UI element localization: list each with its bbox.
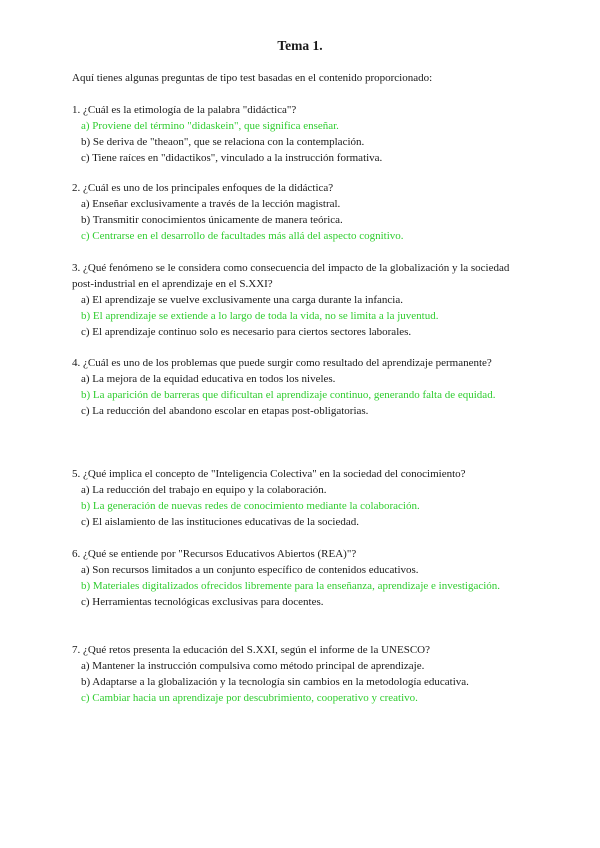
question-text: 3. ¿Qué fenómeno se le considera como consecuencia del impacto de la globalización y la sociedad post-industrial en el aprendizaje en el S.XXI? xyxy=(72,262,510,290)
question-6 xyxy=(72,546,532,610)
question-text: 7. ¿Qué retos presenta la educación del S.XXI, según el informe de la UNESCO? xyxy=(72,644,430,656)
answer-option: a) Son recursos limitados a un conjunto específico de contenidos educativos. xyxy=(81,564,419,576)
answer-option: b) Materiales digitalizados ofrecidos libremente para la enseñanza, aprendizaje e investigación. xyxy=(81,580,501,592)
question-3 xyxy=(72,260,532,340)
answer-option: c) Centrarse en el desarrollo de facultades más allá del aspecto cognitivo. xyxy=(81,230,404,242)
question-1 xyxy=(72,102,532,166)
question-text: 2. ¿Cuál es uno de los principales enfoques de la didáctica? xyxy=(72,182,334,194)
answer-options xyxy=(72,562,532,610)
question-text: 1. ¿Cuál es la etimología de la palabra "didáctica"? xyxy=(72,104,297,116)
answer-option: a) Proviene del término "didaskein", que significa enseñar. xyxy=(81,120,339,132)
answer-option: c) El aprendizaje continuo solo es necesario para ciertos sectores laborales. xyxy=(81,326,412,338)
answer-option: a) La reducción del trabajo en equipo y la colaboración. xyxy=(81,484,327,496)
answer-option: b) El aprendizaje se extiende a lo largo de toda la vida, no se limita a la juventud. xyxy=(81,310,439,322)
question-text: 4. ¿Cuál es uno de los problemas que puede surgir como resultado del aprendizaje permanente? xyxy=(72,357,492,369)
answer-option: b) Se deriva de "theaon", que se relaciona con la contemplación. xyxy=(81,136,365,148)
answer-option: a) El aprendizaje se vuelve exclusivamente una carga durante la infancia. xyxy=(81,294,403,306)
answer-option: b) La aparición de barreras que dificultan el aprendizaje continuo, generando falta de equidad. xyxy=(81,389,496,401)
answer-option: a) Enseñar exclusivamente a través de la lección magistral. xyxy=(81,198,341,210)
question-text: 5. ¿Qué implica el concepto de "Inteligencia Colectiva" en la sociedad del conocimiento? xyxy=(72,468,466,480)
answer-option: c) Herramientas tecnológicas exclusivas para docentes. xyxy=(81,596,324,608)
answer-option: c) Tiene raíces en "didactikos", vinculado a la instrucción formativa. xyxy=(81,152,383,164)
question-2 xyxy=(72,180,532,244)
answer-options xyxy=(72,196,532,244)
answer-options xyxy=(72,118,532,166)
question-7 xyxy=(72,642,532,706)
answer-options xyxy=(72,292,532,340)
intro-text: Aquí tienes algunas preguntas de tipo test basadas en el contenido proporcionado: xyxy=(72,72,433,84)
answer-option: b) Adaptarse a la globalización y la tecnología sin cambios en la metodología educativa. xyxy=(81,676,469,688)
answer-option: c) Cambiar hacia un aprendizaje por descubrimiento, cooperativo y creativo. xyxy=(81,692,418,704)
document-title: Tema 1. xyxy=(277,38,323,53)
answer-options xyxy=(72,658,532,706)
answer-option: b) La generación de nuevas redes de conocimiento mediante la colaboración. xyxy=(81,500,420,512)
answer-option: c) El aislamiento de las instituciones educativas de la sociedad. xyxy=(81,516,359,528)
question-5 xyxy=(72,466,532,530)
question-text: 6. ¿Qué se entiende por "Recursos Educativos Abiertos (REA)"? xyxy=(72,548,357,560)
question-4 xyxy=(72,355,532,419)
answer-option: a) La mejora de la equidad educativa en todos los niveles. xyxy=(81,373,336,385)
answer-option: c) La reducción del abandono escolar en etapas post-obligatorias. xyxy=(81,405,369,417)
answer-options xyxy=(72,482,532,530)
answer-options xyxy=(72,371,532,419)
answer-option: b) Transmitir conocimientos únicamente de manera teórica. xyxy=(81,214,343,226)
answer-option: a) Mantener la instrucción compulsiva como método principal de aprendizaje. xyxy=(81,660,425,672)
